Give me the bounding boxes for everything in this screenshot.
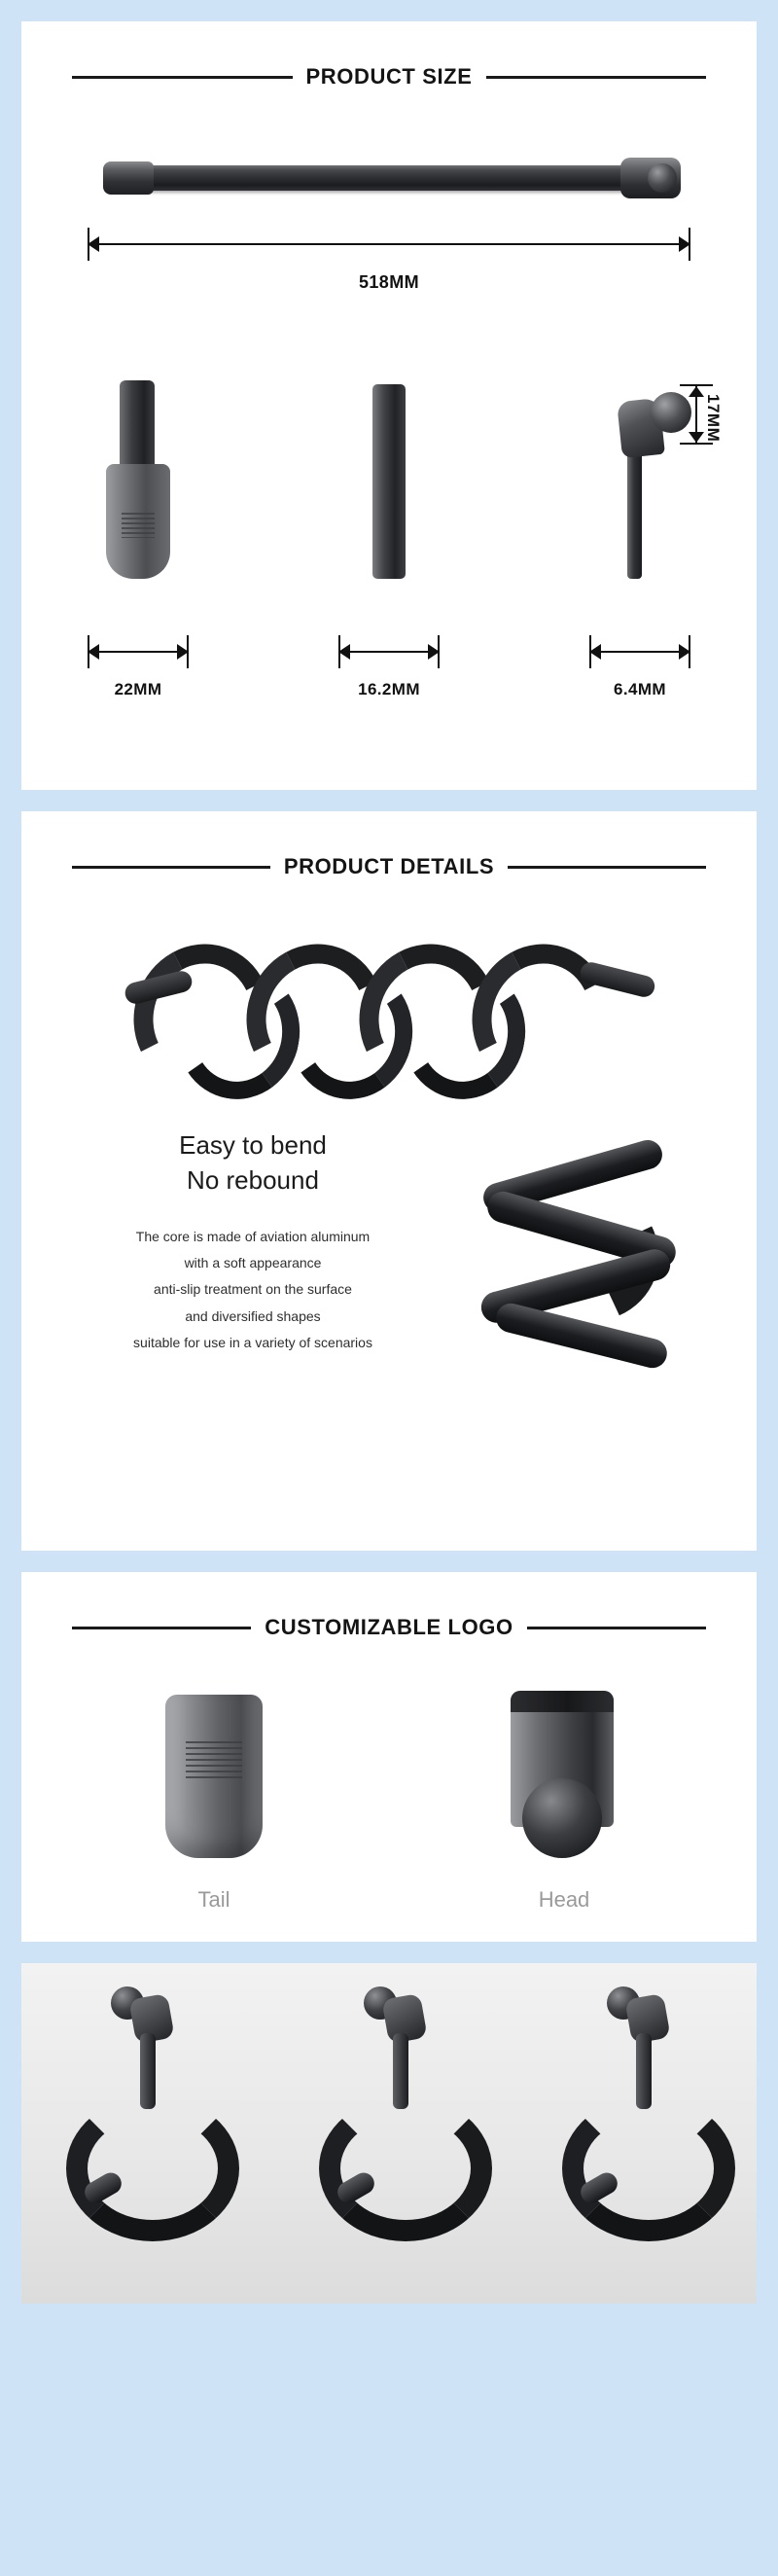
body-dimension-line <box>338 639 440 672</box>
logo-item-tail <box>131 1685 297 1913</box>
dimension-rule <box>88 651 189 653</box>
hook-product-3 <box>552 1986 747 2278</box>
section-title: PRODUCT DETAILS <box>283 854 495 878</box>
details-body <box>21 1099 757 1370</box>
body-dimension-label: 16.2MM <box>358 680 420 698</box>
logo-item-caption: Tail <box>197 1887 230 1912</box>
arrow-right-icon <box>679 236 690 252</box>
head-part-image <box>481 1685 647 1870</box>
heading-rule-left <box>72 1627 251 1629</box>
rod-body <box>113 165 663 191</box>
arrow-left-icon <box>88 236 99 252</box>
arrow-left-icon <box>88 644 99 660</box>
part-head-image <box>567 371 723 633</box>
details-text-block <box>60 1121 445 1356</box>
arrow-left-icon <box>338 644 350 660</box>
flexible-loop <box>66 2095 239 2241</box>
head-dimension-line <box>589 639 690 672</box>
logo-item-head <box>481 1685 647 1913</box>
hook-photo-group <box>21 1963 757 2304</box>
heading-rule-right <box>527 1627 706 1629</box>
hook-product-1 <box>56 1986 251 2278</box>
details-paragraph-line: suitable for use in a variety of scenarios <box>133 1334 372 1350</box>
dimension-rule <box>338 651 440 653</box>
hook-product-2 <box>309 1986 504 2278</box>
bent-product-photo <box>455 1146 718 1370</box>
dimension-rule <box>88 243 690 245</box>
parts-dimension-row <box>21 371 757 699</box>
heading-rule-left <box>72 866 270 869</box>
flexible-loop <box>562 2095 735 2241</box>
heading-rule-left <box>72 76 293 79</box>
details-paragraph-line: The core is made of aviation aluminum <box>135 1228 371 1244</box>
part-body <box>316 371 462 699</box>
rod-tail-cap <box>103 161 154 195</box>
logo-item-caption: Head <box>538 1887 590 1912</box>
head-notch <box>511 1691 614 1712</box>
product-details-heading <box>21 854 757 879</box>
arrow-down-icon <box>689 432 704 443</box>
tail-dimension-label: 22MM <box>114 680 162 698</box>
main-dimension-group <box>88 232 690 293</box>
tail-part-image <box>131 1685 297 1870</box>
part-tail-image <box>65 371 211 633</box>
product-details-panel <box>21 811 757 1551</box>
details-paragraph-line: with a soft appearance <box>184 1255 322 1271</box>
part-body-image <box>316 371 462 633</box>
details-paragraph-line: and diversified shapes <box>185 1307 321 1324</box>
product-rod-image <box>88 144 690 228</box>
part-tail <box>65 371 211 699</box>
tail-grip-lines <box>122 513 155 538</box>
arrow-up-icon <box>689 386 704 397</box>
body-bar <box>372 384 406 579</box>
main-dimension-line <box>88 232 690 265</box>
dimension-rule <box>589 651 690 653</box>
head-dimension-label: 6.4MM <box>614 680 666 698</box>
main-dimension-label: 518MM <box>358 272 420 292</box>
rod-ball-joint <box>648 163 677 193</box>
heading-rule-right <box>486 76 707 79</box>
head-neck <box>627 443 642 579</box>
customizable-logo-panel <box>21 1572 757 1942</box>
arrow-right-icon <box>177 644 189 660</box>
heading-rule-right <box>508 866 706 869</box>
customizable-logo-heading <box>21 1615 757 1640</box>
head-height-label: 17MM <box>704 394 723 443</box>
coiled-product-image <box>117 934 661 1099</box>
product-size-heading <box>21 64 757 89</box>
head-ball-joint <box>522 1778 602 1858</box>
product-photo-panel <box>21 1963 757 2304</box>
details-paragraph-line: anti-slip treatment on the surface <box>154 1281 352 1298</box>
product-size-panel <box>21 21 757 790</box>
arrow-right-icon <box>679 644 690 660</box>
section-title: CUSTOMIZABLE LOGO <box>265 1615 513 1639</box>
arrow-left-icon <box>589 644 601 660</box>
head-height-dimension <box>682 384 726 445</box>
part-head <box>567 371 723 699</box>
tail-grip-lines <box>186 1741 242 1778</box>
tail-dimension-line <box>88 639 189 672</box>
page-title: PRODUCT SIZE <box>305 64 473 89</box>
details-headline-line2: No rebound <box>187 1164 319 1195</box>
details-headline-line1: Easy to bend <box>179 1130 327 1160</box>
arrow-right-icon <box>428 644 440 660</box>
logo-parts-row <box>21 1685 757 1913</box>
flexible-loop <box>319 2095 492 2241</box>
details-paragraph <box>60 1224 445 1356</box>
